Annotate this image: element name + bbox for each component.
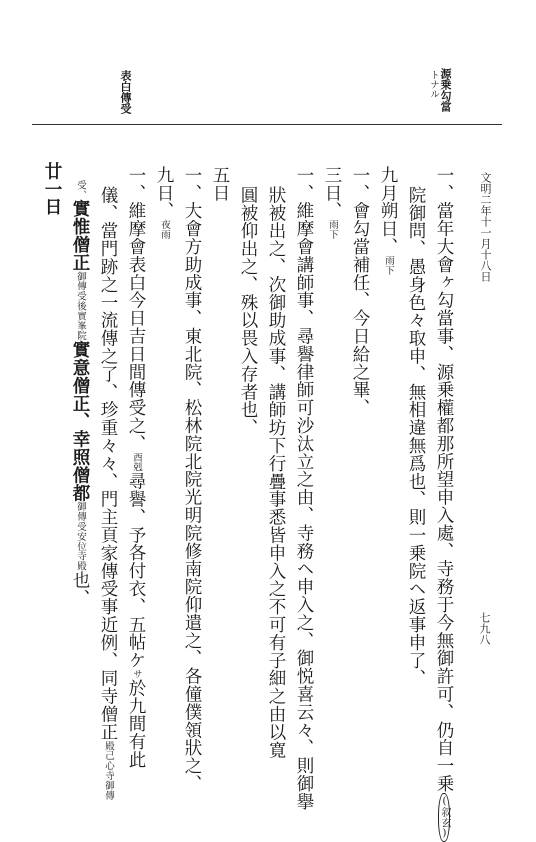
column-12 [127, 166, 145, 769]
column-4: 一、會勾當補任、今日給之畢、 [351, 166, 369, 417]
column-2: 院御問、愚身色々取申、無相違無爲也、則一乗院ヘ返事申了、 [407, 186, 425, 687]
column-13-text: 儀、當門跡之一流傳之了、珍重々々、門主頁家傳受事近例、同寺僧正 [98, 186, 118, 741]
column-14-note-3: 御傳受 [75, 502, 86, 532]
column-14-text-b: 實意僧正、幸照僧都 [70, 341, 90, 502]
column-5 [323, 166, 341, 240]
column-3-note: 雨下 [383, 256, 394, 276]
running-head-right: 源乗勾當 [437, 68, 453, 112]
column-1 [435, 166, 453, 842]
column-8: 圓被仰出之、殊以畏入存者也、 [239, 186, 257, 437]
column-13-note-2: 御傳 [103, 781, 114, 801]
column-14-note-1: 御傳受 [75, 271, 86, 301]
column-6: 一、維摩會講師事、尋譽律師可沙汰立之由、寺務ヘ申入之、御悦喜云々、則御擧 [295, 166, 313, 810]
column-3 [379, 166, 397, 275]
column-12-text-a: 一、維摩會表白今日吉日間傳受之、 [126, 166, 146, 452]
running-head-left: 表白傳受 [117, 70, 133, 114]
column-13 [99, 186, 117, 800]
column-12-note-3: サ [131, 669, 142, 679]
column-13-note-1: 殿己心寺 [103, 741, 114, 781]
column-14-text-a: 實惟僧正 [70, 200, 90, 272]
running-head-kana: トナル [429, 70, 439, 99]
column-7: 狀被出之、次御助成事、講師坊下行疊事悉皆申入之不可有子細之由以寛 [267, 186, 285, 759]
column-3-text: 九月朔日、 [378, 166, 398, 256]
column-10: 一、大會方助成事、東北院、松林院北院光明院修南院仰遣之、各僮僕領狀之、 [183, 166, 201, 793]
column-12-note-2: 剋 [131, 462, 142, 472]
column-12-text-c: 於九間有此 [126, 679, 146, 769]
column-1-text: 一、當年大會ヶ勾當事、源乗權都那所望申入處、寺務于今無御許可、仍自一乗 [434, 166, 454, 793]
date-line: 文明二年十一月十八日 [477, 172, 493, 282]
column-14 [71, 180, 89, 607]
page-number: 七九八 [476, 612, 492, 645]
column-11-text: 九日、 [154, 166, 174, 220]
column-12-text-b: 尋譽、予各付衣、五帖ケ [126, 472, 146, 669]
column-14-note-0: 受、 [75, 180, 86, 200]
header-rule [32, 124, 502, 125]
column-15: 廿一日 [43, 162, 61, 216]
column-14-note-2: 後實峯院 [75, 301, 86, 341]
column-11-note: 夜雨 [159, 220, 170, 240]
column-5-note: 雨下 [327, 220, 338, 240]
column-14-note-4: 安位寺殿 [75, 532, 86, 572]
column-5-text: 三日、 [322, 166, 342, 220]
column-14-text-c: 也、 [70, 571, 90, 607]
column-11 [155, 166, 173, 240]
column-12-note-1: 酉 [131, 452, 142, 462]
column-9: 五日 [211, 166, 229, 202]
annotation-circled: (叙玄) [438, 793, 450, 842]
